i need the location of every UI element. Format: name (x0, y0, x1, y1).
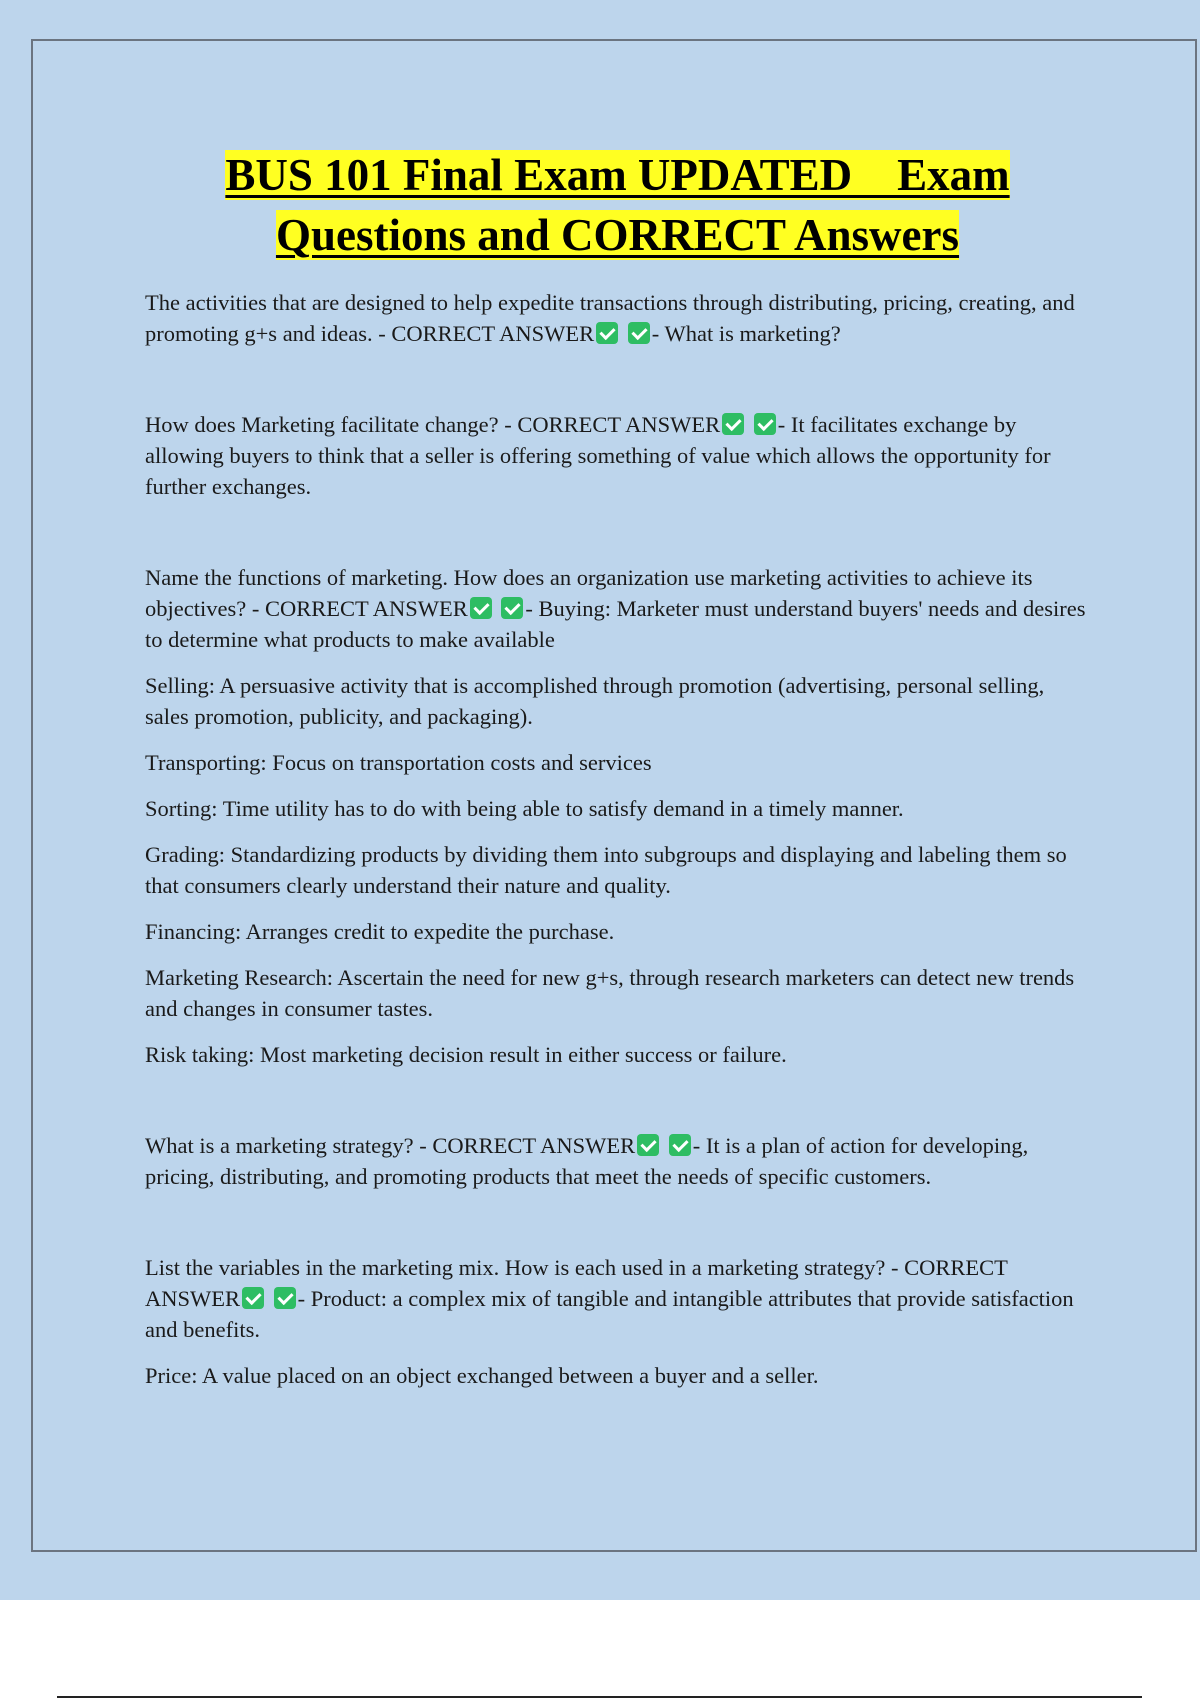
check-icon (754, 413, 776, 435)
answer-text: - Product: a complex mix of tangible and intangible attributes that provide satisfaction and benefits. (145, 1286, 1074, 1342)
function-risk-taking: Risk taking: Most marketing decision result in either success or failure. (145, 1042, 787, 1067)
answer-text: - What is marketing? (651, 321, 841, 346)
check-icon (470, 597, 492, 619)
correct-answer-label: CORRECT ANSWER (145, 1255, 1008, 1311)
qa-paragraph-2 (145, 409, 1090, 502)
check-icon (628, 322, 650, 344)
question-text: The activities that are designed to help expedite transactions through distributing, pricing, creating, and promoting g+s and ideas. - (145, 290, 1075, 346)
correct-answer-label: CORRECT ANSWER (264, 596, 468, 621)
qa-paragraph-5 (145, 1252, 1090, 1345)
question-text: List the variables in the marketing mix. How is each used in a marketing strategy? - (145, 1255, 905, 1280)
function-marketing-research: Marketing Research: Ascertain the need for new g+s, through research marketers can detect new trends and changes in consumer tastes. (145, 965, 1075, 1021)
function-selling: Selling: A persuasive activity that is accomplished through promotion (advertising, personal selling, sales promotion, publicity, and packaging). (145, 673, 1045, 729)
check-icon (637, 1134, 659, 1156)
check-icon (501, 597, 523, 619)
correct-answer-label: CORRECT ANSWER (517, 412, 721, 437)
answer-text: - It is a plan of action for developing, pricing, distributing, and promoting products that meet the needs of specific customers. (145, 1133, 1029, 1189)
correct-answer-label: CORRECT ANSWER (432, 1133, 636, 1158)
footer-divider (57, 1696, 1142, 1698)
check-icon (274, 1287, 296, 1309)
function-grading: Grading: Standardizing products by dividing them into subgroups and displaying and labeling them so that consumers clearly understand their nature and quality. (145, 842, 1067, 898)
check-icon (669, 1134, 691, 1156)
answer-text: - It facilitates exchange by allowing buyers to think that a seller is offering something of value which allows the opportunity for further exchanges. (145, 412, 1051, 499)
question-text: What is a marketing strategy? - (145, 1133, 433, 1158)
document-content (145, 145, 1090, 1391)
document-title (145, 145, 1090, 265)
function-financing: Financing: Arranges credit to expedite the purchase. (145, 919, 615, 944)
question-text: How does Marketing facilitate change? - (145, 412, 518, 437)
document-title-text: BUS 101 Final Exam UPDATED Exam Questions and CORRECT Answers (225, 150, 1010, 260)
function-transporting: Transporting: Focus on transportation costs and services (145, 750, 652, 775)
check-icon (242, 1287, 264, 1309)
qa-paragraph-3 (145, 562, 1090, 655)
function-sorting: Sorting: Time utility has to do with being able to satisfy demand in a timely manner. (145, 796, 904, 821)
check-icon (722, 413, 744, 435)
question-text: Name the functions of marketing. How does an organization use marketing activities to achieve its objectives? - (145, 565, 1033, 621)
check-icon (596, 322, 618, 344)
answer-text: - Buying: Marketer must understand buyers' needs and desires to determine what products to make available (145, 596, 1086, 652)
correct-answer-label: CORRECT ANSWER (391, 321, 595, 346)
mix-price: Price: A value placed on an object exchanged between a buyer and a seller. (145, 1363, 819, 1388)
qa-paragraph-4 (145, 1130, 1090, 1192)
qa-paragraph-1 (145, 287, 1090, 349)
